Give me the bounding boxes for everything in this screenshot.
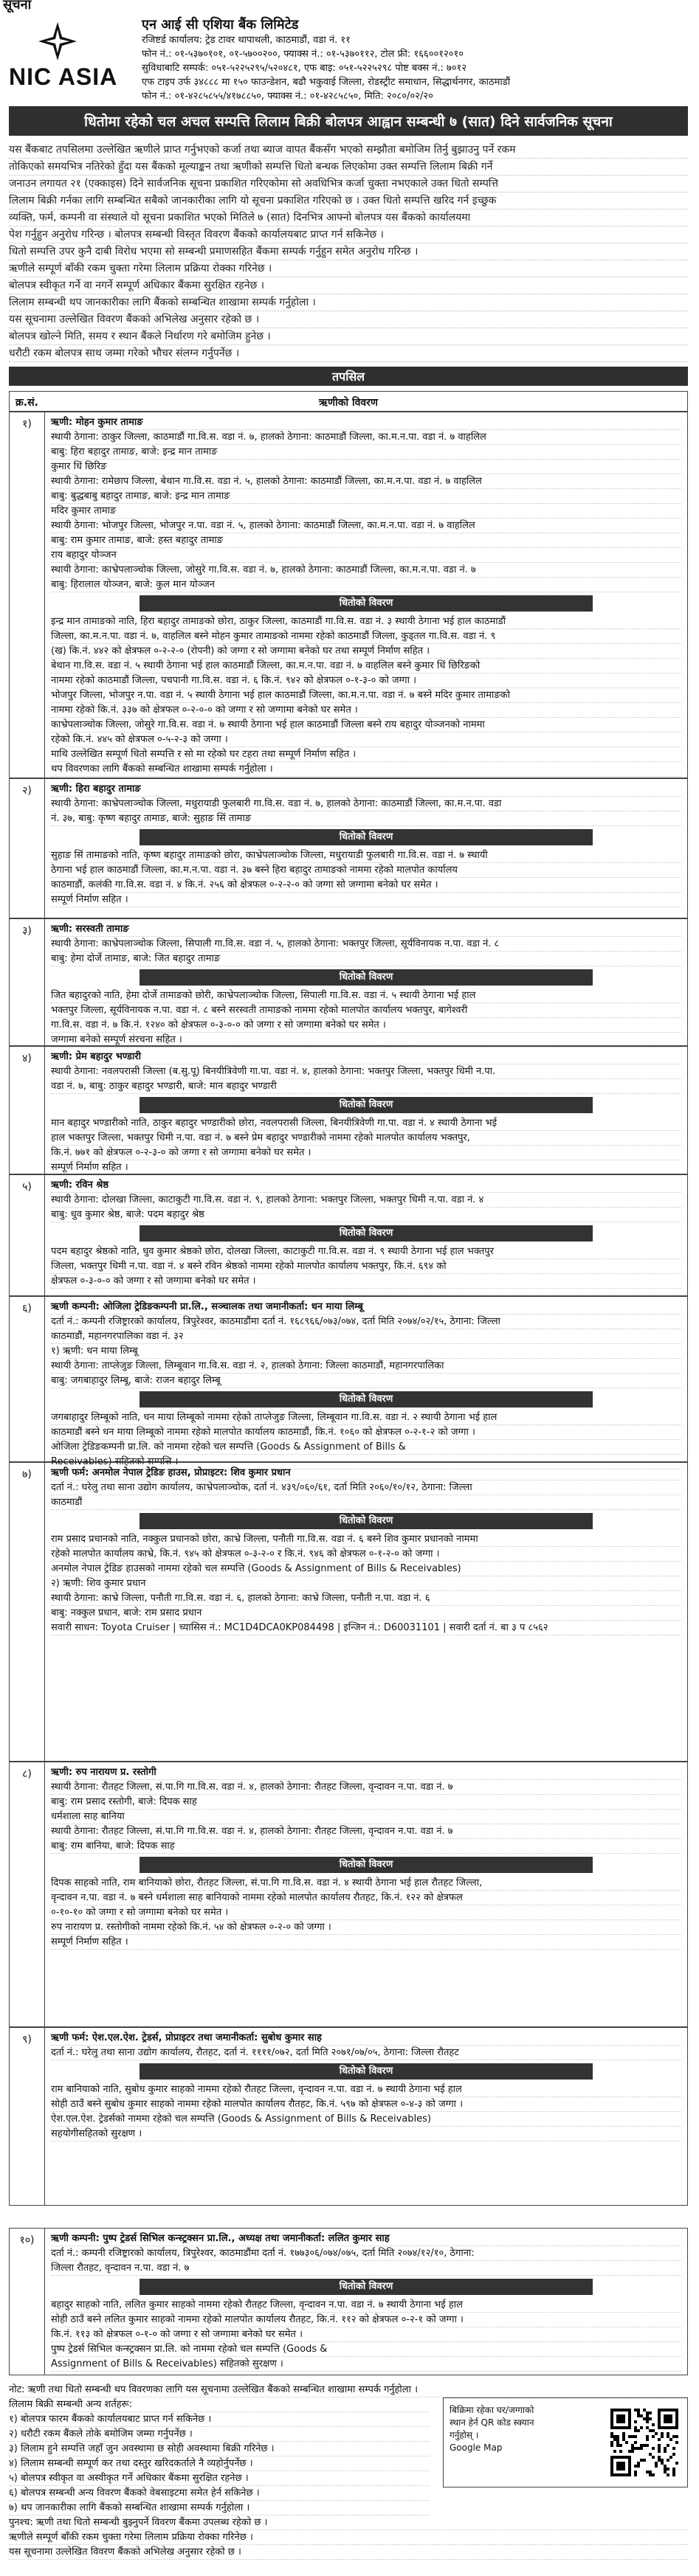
collateral-line: अनमोल नेपाल ट्रेडिङ हाउसको नाममा रहेको चल सम्पत्ति (Goods & Assignment of Bills & Receivables) <box>51 1562 681 1576</box>
collateral-line: जिल्ला, भक्तपुर धिमी न.पा. वडा नं. ४ बस्ने रविन श्रेष्ठको नाममा रहेको मालपोत कार्यालय भक्तपुर, कि.नं. ६९४ को <box>51 1259 681 1274</box>
qr-module <box>672 2471 675 2473</box>
intro-line: लिलाम बिक्री गर्नका लागि सम्बन्धित सबैको जानकारीका लागि यो सूचना प्रकाशित गरिएको छ । उक्त धितो सम्पत्ति खरिद गर्न इच्छुक <box>9 193 688 210</box>
collateral-line: २) ऋणी: शिव कुमार प्रधान <box>51 1576 681 1591</box>
qr-module <box>655 2462 658 2465</box>
row-body <box>51 1466 681 1758</box>
qr-module <box>643 2444 646 2447</box>
note-line: २) धरौटी रकम बैंकले तोके बमोजिम जम्मा गर्नुपर्नेछ । <box>9 2427 430 2442</box>
borrower-detail-line: नं. ३७, बाबु: कृष्ण बहादुर तामाङ, बाजे: सुहाङ सिं तामाङ <box>51 811 681 826</box>
collateral-line: जिल्ला, का.म.न.पा. वडा नं. ७, वाहलिल बस्ने मोहन कुमार तामाङको नाममा रहेको काठमाडौं जिल्ला, कुड्तल गा.वि.स. वडा नं. ९ <box>51 629 681 644</box>
collateral-line: बहादुर साहको नाति, ललित कुमार साहको नाममा रहेको रौतहट जिल्ला, वृन्दावन न.पा. वडा नं. ७ स्थायी ठेगाना भई हाल <box>51 2298 681 2313</box>
qr-module <box>616 2444 619 2447</box>
qr-module <box>669 2438 672 2441</box>
qr-module <box>625 2441 628 2444</box>
collateral-line: स्थायी ठेगाना: काभ्रे जिल्ला, पनौती गा.वि.स. वडा नं. ६, हालको ठेगाना: काभ्रे जिल्ला, पनौती न.पा. वडा नं. ६ <box>51 1591 681 1606</box>
qr-module <box>643 2409 646 2411</box>
borrower-detail-line: राय बहादुर योञ्जन <box>51 548 681 563</box>
qr-module <box>652 2456 655 2459</box>
qr-module <box>634 2471 637 2473</box>
collateral-line: सम्पूर्ण निर्माण सहित । <box>51 893 681 907</box>
borrower-detail-line: स्थायी ठेगाना: दोलखा जिल्ला, काटाकुटी गा.वि.स. वडा नं. ९, हालको ठेगाना: भक्तपुर जिल्ला, भक्तपुर धिमी न.पा. वडा नं. ४ <box>51 1193 681 1208</box>
collateral-line: वृन्दावन न.पा. वडा नं. ७ बस्ने धर्मशाला साह बानियाको नाममा रहेको मालपोत कार्यालय रौतहट, कि.नं. १२२ को क्षेत्रफल <box>51 1891 681 1905</box>
row-number: ८) <box>10 1762 45 2026</box>
borrower-detail-line: स्थायी ठेगाना: ठाकुर जिल्ला, काठमाडौं गा.वि.स. वडा नं. ७, हालको ठेगाना: काठमाडौं जिल्ला, का.म.न.पा. वडा नं. ७ वाहलिल <box>51 430 681 445</box>
collateral-line: गा.वि.स. वडा नं. ७ कि.नं. १२४० को क्षेत्रफल ०-३-०-० को जग्गा र सो जग्गामा बनेको घर समेत । <box>51 1018 681 1033</box>
qr-module <box>658 2447 661 2450</box>
note-line: ५) बोलपत्र स्वीकृत वा अस्वीकृत गर्ने अधिकार बैंकमा सुरक्षित रहनेछ । <box>9 2471 430 2486</box>
qr-module <box>622 2432 625 2435</box>
collateral-line: इन्द्र मान तामाङको नाति, हिरा बहादुर तामाङको छोरा, ठाकुर जिल्ला, काठमाडौं गा.वि.स. वडा नं. ३ स्थायी ठेगाना भई हाल काठमाडौं <box>51 614 681 629</box>
borrower-detail-line: स्थायी ठेगाना: ताप्लेजुङ जिल्ला, लिम्बूवान गा.वि.स. वडा नं. २, हालको ठेगाना: जिल्ला काठमाडौं, महानगरपालिका <box>51 1359 681 1374</box>
qr-module <box>672 2447 675 2450</box>
header-line: सुविधाबाटि सम्पर्क: ०५१-५२२५२९५/५२०४८१, एफ बाइ: ०५१-५२२५२९८ पोष्ट बक्स नं.: ७०१२ <box>142 63 467 74</box>
qr-module <box>646 2420 649 2423</box>
row-number: ५) <box>10 1175 45 1295</box>
qr-module <box>643 2417 646 2420</box>
qr-module <box>652 2447 655 2450</box>
borrower-detail-line: बाबु: हिरालाल योञ्जन, बाजे: कुल मान योञ्जन <box>51 578 681 592</box>
qr-module <box>646 2471 649 2473</box>
qr-module <box>655 2432 658 2435</box>
borrower-detail-line: बाबु: बुद्धबाबु बहादुर तामाङ, बाजे: इन्द्र मान तामाङ <box>51 489 681 504</box>
borrower-name: ऋणी: मोहन कुमार तामाङ <box>51 415 681 430</box>
qr-module <box>616 2438 619 2441</box>
qr-module <box>634 2429 637 2432</box>
qr-module <box>646 2417 649 2420</box>
collateral-heading: धितोको विवरण <box>140 1097 593 1113</box>
qr-module <box>649 2453 652 2456</box>
qr-module <box>631 2435 634 2438</box>
collateral-line: ऐश.एल.ऐश. ट्रेडर्सको नाममा रहेको चल सम्पत्ति (Goods & Assignment of Bills & Receivables) <box>51 2112 681 2127</box>
collateral-line: बाबु: नक्कुल प्रधान, बाजे: राम प्रसाद प्रधान <box>51 1606 681 1621</box>
collateral-line: सम्पूर्ण निर्माण सहित । <box>51 1160 681 1175</box>
row-number: ४) <box>10 1047 45 1174</box>
borrower-row <box>9 1762 688 2027</box>
qr-module <box>658 2450 661 2453</box>
borrower-row <box>9 412 688 778</box>
qr-module <box>664 2468 667 2471</box>
top-strip-text: सूचना <box>3 0 32 13</box>
logo-star-icon <box>37 21 78 62</box>
qr-module <box>658 2456 661 2459</box>
collateral-line: बेथान गा.वि.स. वडा नं. ५ स्थायी ठेगाना भई हाल काठमाडौं जिल्ला, का.म.न.पा. वडा नं. ७ वाहलिल बस्ने कुमार धिं छिरिङको <box>51 659 681 674</box>
borrower-row <box>9 1296 688 1467</box>
intro-line: तोकिएको समयभित्र नतिरेको हुँदा यस बैंकको मूल्याङ्कन तथा ऋणीको सम्पत्ति धितो बन्धक लिएकोमा उक्त सम्पत्ति लिलाम बिक्री गर्ने <box>9 159 688 176</box>
row-number: ७) <box>10 1463 45 1761</box>
row-number: १) <box>10 412 45 778</box>
note-line: ६) बोलपत्र सम्बन्धी अन्य विवरण बैंकको वेबसाइटमा समेत हेर्न सकिनेछ । <box>9 2486 430 2501</box>
borrower-detail-line: कुमार धिं छिरिङ <box>51 460 681 474</box>
row-number: ९) <box>10 2028 45 2205</box>
qr-module <box>652 2435 655 2438</box>
row-body <box>51 1050 681 1171</box>
collateral-line: काठमाडौं, कलंकी गा.वि.स. वडा नं. ४ कि.नं. २५६ को क्षेत्रफल ०-२-२-० को जग्गा सो जग्गामा बनेको घर समेत । <box>51 878 681 893</box>
qr-module <box>637 2462 640 2465</box>
qr-module <box>613 2450 616 2453</box>
note-line: १) बोलपत्र फारम बैंकको कार्यालयबाट प्राप्त गर्न सकिनेछ । <box>9 2412 430 2427</box>
qr-module <box>664 2465 667 2468</box>
table-header <box>9 391 688 412</box>
borrower-detail-line: काठमाडौं, महानगरपालिका वडा नं. ३२ <box>51 1329 681 1344</box>
intro-line: व्यक्ति, फर्म, कम्पनी वा संस्थाले यो सूचना प्रकाशित भएको मितिले ७ (सात) दिनभित्र आफ्नो बोलपत्र यस बैंकको कार्यालयमा <box>9 210 688 226</box>
qr-module <box>672 2435 675 2438</box>
collateral-line: जित बहादुरको नाति, हेमा दोर्जे तामाङको छोरी, काभ्रेपलाञ्चोक जिल्ला, सिपाली गा.वि.स. वडा नं. ५ स्थायी ठेगाना भई हाल <box>51 988 681 1003</box>
borrower-detail-line: मदिर कुमार तामाङ <box>51 504 681 519</box>
borrower-name: ऋणी: सरस्वती तामाङ <box>51 922 681 937</box>
borrower-detail-line: स्थायी ठेगाना: भोजपुर जिल्ला, भोजपुर न.पा. वडा नं. ५, हालको ठेगाना: काठमाडौं जिल्ला, का.म.न.पा. वडा नं. ७ वाहलिल <box>51 519 681 533</box>
borrower-row <box>9 1174 688 1296</box>
collateral-heading: धितोको विवरण <box>140 1225 593 1242</box>
qr-text: Google Map <box>450 2442 503 2453</box>
collateral-heading: धितोको विवरण <box>140 1391 593 1408</box>
collateral-heading: धितोको विवरण <box>140 1513 593 1529</box>
qr-module <box>631 2444 634 2447</box>
qr-module <box>637 2414 640 2417</box>
borrower-detail-line: बाबु: हेमा दोर्जे तामाङ, बाजे: जित बहादुर तामाङ <box>51 952 681 966</box>
qr-module <box>628 2450 631 2453</box>
qr-module <box>652 2429 655 2432</box>
note-line: नोट: ऋणी तथा धितो सम्बन्धी थप विवरणका लागि यस सूचनामा उल्लेखित बैंकको सम्बन्धित शाखामा सम्पर्क गर्नुहोला । <box>9 2383 688 2397</box>
qr-module <box>649 2411 652 2414</box>
borrower-detail-line: बाबु: जगबाहादुर लिम्बू, बाजे: राजन बहादुर लिम्बू <box>51 1374 681 1388</box>
qr-module <box>667 2432 669 2435</box>
borrower-detail-line: जिल्ला रौतहट, वृन्दावन न.पा. वडा नं. ७ <box>51 2261 681 2276</box>
qr-module <box>649 2429 652 2432</box>
collateral-line: हाल भक्तपुर जिल्ला, भक्तपुर धिमी न.पा. वडा नं. ७ बस्ने प्रेम बहादुर भण्डारीको नाममा रहेको मालपोत कार्यालय भक्तपुर, <box>51 1131 681 1146</box>
collateral-line: जग्गामा बनेको सम्पूर्ण संरचना सहित । <box>51 1033 681 1048</box>
collateral-heading: धितोको विवरण <box>140 595 593 612</box>
row-body <box>51 1300 681 1467</box>
qr-module <box>634 2447 637 2450</box>
qr-module <box>649 2417 652 2420</box>
collateral-line: भोजपुर जिल्ला, भोजपुर न.पा. वडा नं. ५ स्थायी ठेगाना भई हाल काठमाडौं जिल्ला, का.म.न.पा. वडा नं. ७ बस्ने मदिर कुमार तामाङको <box>51 688 681 703</box>
borrower-detail-line: बाबु: राम कुमार तामाङ, बाजे: हस्त बहादुर तामाङ <box>51 533 681 548</box>
note-line: पुनश्च: ऋणी तथा धितो सम्बन्धी बुझ्नुपर्ने विवरण बैंकमा उपलब्ध रहेको छ । <box>9 2516 688 2530</box>
qr-module <box>667 2468 669 2471</box>
row-body <box>51 922 681 1045</box>
qr-module <box>640 2447 643 2450</box>
qr-module <box>672 2468 675 2471</box>
qr-module <box>664 2414 672 2423</box>
row-body <box>51 782 681 915</box>
qr-module <box>652 2473 655 2476</box>
qr-module <box>622 2435 625 2438</box>
borrower-row <box>9 1046 688 1174</box>
collateral-line: सुहाङ सिं तामाङको नाति, कृष्ण बहादुर तामाङको छोरा, काभ्रेपलाञ्चोक जिल्ला, मधुरायाडी फुलबारी गा.वि.स. वडा नं. ७ स्थायी <box>51 848 681 863</box>
header-line: फोन नं.: ०१-४२८५८५५/४१७८८५०, फ्याक्स नं.: ०१-४२८५८५०, मिति: २०८०/०२/२० <box>142 91 433 102</box>
collateral-line: कि.नं. ११३ को क्षेत्रफल ०-१-० को जग्गा र सो जग्गामा बनेको घर समेत । <box>51 2327 681 2342</box>
borrower-row <box>9 2027 688 2206</box>
collateral-line: Receivables) सहितको सम्पत्ति । <box>51 1455 681 1469</box>
borrower-detail-line: बाबु: हिरा बहादुर तामाङ, बाजे: इन्द्र मान तामाङ <box>51 445 681 460</box>
qr-module <box>616 2414 625 2423</box>
collateral-line: नाममा रहेको काठमाडौं जिल्ला, पचपानी गा.वि.स. वडा नं. ६ कि.नं. ९४२ को क्षेत्रफल ०-१-३-० को जग्गा । <box>51 674 681 688</box>
collateral-line: सवारी साधन: Toyota Cruiser | च्यासिस नं.: MC1D4DCA0KP084498 | इन्जिन नं.: D60031101 | सवारी दर्ता नं. बा ३ प ८५६२ <box>51 1621 681 1635</box>
sn-header: क्र.सं. <box>16 397 38 409</box>
borrower-detail-line: बाबु: राम बानिया, बाजे: दिपक साह <box>51 1839 681 1854</box>
qr-module <box>646 2438 649 2441</box>
qr-module <box>613 2435 616 2438</box>
collateral-heading: धितोको विवरण <box>140 2279 593 2295</box>
qr-module <box>646 2444 649 2447</box>
note-line: ३) लिलाम हुने सम्पत्ति जहाँ जुन अवस्थामा छ सोही अवस्थामा बिक्री गरिनेछ । <box>9 2442 430 2456</box>
qr-module <box>631 2450 634 2453</box>
qr-module <box>616 2435 619 2438</box>
borrower-detail-line: स्थायी ठेगाना: रौतहट जिल्ला, सं.पा.गि गा.वि.स. वडा नं. ४, हालको ठेगाना: रौतहट जिल्ला, वृन्दावन न.पा. वडा नं. ७ <box>51 1780 681 1795</box>
row-body <box>51 2232 681 2372</box>
note-line: ऋणीले सम्पूर्ण बाँकी रकम चुक्ता गरेमा लिलाम प्रक्रिया रोक्का गरिनेछ । <box>9 2530 688 2545</box>
borrower-name: ऋणी फर्म: ऐश.एल.ऐश. ट्रेडर्स, प्रोप्राइटर तथा जमानीकर्ता: सुबोध कुमार साह <box>51 2031 681 2046</box>
intro-line: पेश गर्नुहुन अनुरोध गरिन्छ । बोलपत्र सम्बन्धी विस्तृत विवरण बैंकको कार्यालयबाट प्राप्त गर्न सकिनेछ । <box>9 226 688 243</box>
qr-module <box>667 2473 669 2476</box>
borrower-row <box>9 2228 688 2375</box>
borrower-name: ऋणी: रविन श्रेष्ठ <box>51 1178 681 1193</box>
borrower-name: ऋणी: रुप नारायण प्र. रस्तोगी <box>51 1765 681 1780</box>
collateral-line: पदम बहादुर श्रेष्ठको नाति, धुव कुमार श्रेष्ठको छोरा, दोलखा जिल्ला, काटाकुटी गा.वि.स. वडा नं. ९ स्थायी ठेगाना भई हाल भक्तपुर <box>51 1244 681 1259</box>
qr-module <box>675 2462 678 2465</box>
qr-module <box>622 2438 625 2441</box>
intro-line: बोलपत्र स्वीकृत गर्ने वा नगर्ने सम्पूर्ण अधिकार बैंकमा सुरक्षित रहनेछ । <box>9 277 688 294</box>
collateral-line: पुष्प ट्रेडर्स सिभिल कन्स्ट्रक्सन प्रा.लि. को नाममा रहेको चल सम्पत्ति (Goods & <box>51 2342 681 2357</box>
collateral-line: रहेको कि.नं. ४४५ को क्षेत्रफल ०-५-२-३ को जग्गा । <box>51 733 681 747</box>
qr-module <box>610 2432 613 2435</box>
qr-module <box>646 2411 649 2414</box>
borrower-detail-line: दर्ता नं.: घरेलु तथा साना उद्योग कार्यालय, रौतहट, दर्ता नं. ११११/०७२, दर्ता मिति २०७१/०७/०५, ठेगाना: जिल्ला रौतहट <box>51 2046 681 2060</box>
collateral-line: ठेगाना भई हाल काठमाडौं जिल्ला, का.म.न.पा. वडा नं. ३७ बस्ने हिरा बहादुर तामाङको नाममा रहेको मालपोत कार्यालय <box>51 863 681 878</box>
borrower-detail-line: स्थायी ठेगाना: काभ्रेपलाञ्चोक जिल्ला, सिपाली गा.वि.स. वडा नं. ५, हालको ठेगाना: भक्तपुर जिल्ला, सूर्यविनायक न.पा. वडा नं. ८ <box>51 937 681 952</box>
borrower-detail-line: बाबु: राम प्रसाद रस्तोगी, बाजे: दिपक साह <box>51 1795 681 1810</box>
qr-module <box>619 2450 622 2453</box>
collateral-line: कि.नं. ७७१ को क्षेत्रफल ०-२-३-० को जग्गा र सो जग्गामा बनेको घर समेत । <box>51 1146 681 1160</box>
note-line: ७) थप जानकारीका लागि बैंकको सम्बन्धित शाखामा सम्पर्क गर्नुहोला । <box>9 2501 430 2516</box>
qr-module <box>634 2420 637 2423</box>
collateral-line: थप विवरणका लागि बैंकको सम्बन्धित शाखामा सम्पर्क गर्नुहोला । <box>51 762 681 777</box>
collateral-heading: धितोको विवरण <box>140 2063 593 2080</box>
collateral-line: सम्पूर्ण निर्माण सहित । <box>51 1935 681 1950</box>
row-number: ६) <box>10 1297 45 1461</box>
borrower-row <box>9 1462 688 1762</box>
qr-module <box>640 2426 643 2429</box>
qr-module <box>634 2426 637 2429</box>
qr-module <box>646 2435 649 2438</box>
qr-module <box>628 2435 631 2438</box>
borrower-name: ऋणी फर्म: अनमोल नेपाल ट्रेडिङ हाउस, प्रोप्राइटर: शिव कुमार प्रधान <box>51 1466 681 1481</box>
collateral-line: राम प्रसाद प्रधानको नाति, नक्कुल प्रधानको छोरा, काभ्रे जिल्ला, पनौती गा.वि.स. वडा नं. ६ बस्ने शिव कुमार प्रधानको नाममा <box>51 1532 681 1547</box>
borrower-name: ऋणी कम्पनी: ओजिला ट्रेडिङकम्पनी प्रा.लि., सञ्चालक तथा जमानीकर्ता: धन माया लिम्बू <box>51 1300 681 1315</box>
qr-module <box>672 2473 675 2476</box>
qr-module <box>649 2471 652 2473</box>
notice-title: धितोमा रहेको चल अचल सम्पत्ति लिलाम बिक्री बोलपत्र आह्वान सम्बन्धी ७ (सात) दिने सार्वजनिक सूचना <box>9 106 688 136</box>
qr-module <box>631 2447 634 2450</box>
header-line: फोन नं.: ०१-५३७०१०१, ०१-५७००२००, फ्याक्स नं.: ०१-५३७०११२, टोल फ्री: १६६००१२०१० <box>142 49 464 60</box>
qr-module <box>675 2435 678 2438</box>
row-number: २) <box>10 779 45 918</box>
tapsil-heading: तपसिल <box>9 367 688 386</box>
intro-line: ऋणीले सम्पूर्ण बाँकी रकम चुक्ता गरेमा लिलाम प्रक्रिया रोक्का गरिनेछ । <box>9 260 688 277</box>
qr-module <box>658 2459 661 2462</box>
borrower-row <box>9 918 688 1046</box>
qr-module <box>634 2473 637 2476</box>
qr-module <box>637 2409 640 2411</box>
borrower-detail-line: काठमाडौं <box>51 1495 681 1510</box>
collateral-line: माथि उल्लेखित सम्पूर्ण धितो सम्पत्ति र सो मा रहेको घर टहरा तथा सम्पूर्ण निर्माण सहित । <box>51 747 681 762</box>
qr-module <box>610 2435 613 2438</box>
collateral-heading: धितोको विवरण <box>140 829 593 845</box>
collateral-line: नाममा रहेको कि.नं. ३३७ को क्षेत्रफल ०-२-०-० को जग्गा र सो जग्गामा बनेको घर समेत । <box>51 703 681 718</box>
qr-module <box>664 2471 667 2473</box>
intro-line: धितो सम्पत्ति उपर कुनै दाबी विरोध भएमा सो सम्बन्धी प्रमाणसहित बैंकमा सम्पर्क गर्नुहुन समेत अनुरोध गरिन्छ । <box>9 243 688 260</box>
qr-module <box>672 2453 675 2456</box>
borrower-detail-line: स्थायी ठेगाना: नवलपरासी जिल्ला (ब.सु.पू) बिनयीत्रिवेणी गा.पा. वडा नं. ४, हालको ठेगाना: भक्तपुर जिल्ला, भक्तपुर धिमी न.पा. <box>51 1064 681 1079</box>
qr-module <box>661 2462 664 2465</box>
qr-text: स्थान हेर्न QR कोड स्क्यान <box>450 2417 534 2428</box>
detail-header: ऋणीको विवरण <box>319 397 378 409</box>
collateral-line: सहयोगीसहितको सुरक्षण । <box>51 2127 681 2142</box>
collateral-line: रुप नारायण प्र. रस्तोगीको नाममा रहेको कि.नं. ५४ को क्षेत्रफल ०-२-० को जग्गा । <box>51 1920 681 1935</box>
intro-line: बोलपत्र खोल्ने मिति, समय र स्थान बैंकले निर्धारण गरे बमोजिम हुनेछ । <box>9 328 688 345</box>
collateral-heading: धितोको विवरण <box>140 969 593 986</box>
borrower-detail-line: दर्ता नं.: घरेलु तथा साना उद्योग कार्यालय, काभ्रेपलाञ्चोक, दर्ता नं. ४३९/०६०/६१, दर्ता मिति २०६०/१०/१२, ठेगाना: जिल्ला <box>51 1481 681 1495</box>
borrower-detail-line: दर्ता नं.: कम्पनी रजिष्ट्रारको कार्यालय, त्रिपुरेश्वर, काठमाडौंमा दर्ता नं. १७७३०६/०७४/०७५, दर्ता मिति २०७४/१२/१०, ठेगाना: <box>51 2246 681 2261</box>
intro-line: धरौटी रकम बोलपत्र साथ जम्मा गरेको भौचर संलग्न गर्नुपर्नेछ । <box>9 345 688 362</box>
qr-module <box>655 2465 658 2468</box>
qr-module <box>637 2447 640 2450</box>
qr-module <box>640 2414 643 2417</box>
borrower-detail-line: धर्मशाला साह बानिया <box>51 1810 681 1824</box>
qr-module <box>658 2438 661 2441</box>
qr-module <box>675 2441 678 2444</box>
qr-module <box>634 2435 637 2438</box>
collateral-line: ०-१०-१० को जग्गा र सो जग्गामा बनेको घर समेत । <box>51 1905 681 1920</box>
qr-module <box>667 2459 669 2462</box>
collateral-line: सोही ठाउँ बस्ने ललित कुमार साहको नाममा रहेको मालपोत कार्यालय रौतहट, कि.नं. ११२ को क्षेत्रफल ०-२-१ को जग्गा । <box>51 2313 681 2327</box>
note-line: यस सूचनामा उल्लेखित विवरण बैंकको अभिलेख अनुसार रहेको छ । <box>9 2545 688 2560</box>
borrower-name: ऋणी: प्रेम बहादुर भण्डारी <box>51 1050 681 1064</box>
qr-module <box>634 2441 637 2444</box>
top-strip <box>0 0 699 13</box>
collateral-line: दिपक साहको नाति, राम बानियाको छोरा, रौतहट जिल्ला, सं.पा.गि गा.वि.स. वडा नं. ४ स्थायी ठेगाना भई हाल रौतहट जिल्ला, <box>51 1876 681 1891</box>
borrower-detail-line: स्थायी ठेगाना: काभ्रेपलाञ्चोक जिल्ला, जोसुरे गा.वि.स. वडा नं. ७, हालको ठेगाना: काठमाडौं जिल्ला, का.म.न.पा. वडा नं. ७ <box>51 563 681 578</box>
qr-module <box>661 2459 664 2462</box>
row-body <box>51 1765 681 2023</box>
qr-module <box>640 2444 643 2447</box>
row-body <box>51 2031 681 2202</box>
intro-line: यस सूचनामा उल्लेखित विवरण बैंकको अभिलेख अनुसार रहेको छ । <box>9 311 688 328</box>
collateral-line: क्षेत्रफल ०-३-०-० को जग्गा र सो जग्गामा बनेको घर समेत । <box>51 1274 681 1289</box>
row-number: १०) <box>10 2229 45 2375</box>
borrower-detail-line: स्थायी ठेगाना: रौतहट जिल्ला, सं.पा.गि गा.वि.स. वडा नं. ४, हालको ठेगाना: रौतहट जिल्ला, वृन्दावन न.पा. वडा नं. ७ <box>51 1824 681 1839</box>
qr-box <box>443 2397 688 2487</box>
qr-module <box>610 2444 613 2447</box>
section-gap <box>0 2212 699 2228</box>
header-line: एफ टाइप उर्फ ३४८८८ मा १५० फाउन्डेशन, बढौ भकुवाई जिल्ला, रोडस्ट्रीट समाधान, सिद्धार्थनगर, काठमाडौं <box>142 77 511 88</box>
qr-module <box>649 2473 652 2476</box>
qr-module <box>637 2465 640 2468</box>
intro-line: लिलाम सम्बन्धी थप जानकारीका लागि बैंकको सम्बन्धित शाखामा सम्पर्क गर्नुहोला । <box>9 294 688 311</box>
qr-module <box>616 2462 625 2471</box>
qr-caption <box>450 2404 597 2454</box>
header-line: रजिष्टर्ड कार्यालय: ट्रेड टावर थापाथली, काठमाडौं, वडा नं. ११ <box>142 35 351 46</box>
qr-module <box>634 2465 637 2468</box>
qr-module <box>616 2441 619 2444</box>
bank-name: एन आई सी एशिया बैंक लिमिटेड <box>142 17 299 32</box>
row-number: ३) <box>10 919 45 1045</box>
intro-line: यस बैंकबाट तपसिलमा उल्लेखित ऋणीले प्राप्त गर्नुभएको कर्जा तथा ब्याज वापत बैंकसँग भएको सम्झौता बमोजिम तिर्नु बुझाउनु पर्ने रकम <box>9 142 688 159</box>
qr-module <box>643 2459 646 2462</box>
collateral-line: मान बहादुर भण्डारीको नाति, ठाकुर बहादुर भण्डारीको छोरा, नवलपरासी जिल्ला, बिनयीत्रिवेणी गा.पा. वडा नं. ४ स्थायी ठेगाना भई <box>51 1116 681 1131</box>
qr-module <box>661 2432 664 2435</box>
qr-module <box>669 2456 672 2459</box>
qr-module <box>610 2441 613 2444</box>
borrower-detail-line: स्थायी ठेगाना: रामेछाप जिल्ला, बेथान गा.वि.स. वडा नं. ५, हालको ठेगाना: काठमाडौं जिल्ला, का.म.न.पा. वडा नं. ७ वाहलिल <box>51 474 681 489</box>
collateral-line: रहेको मालपोत कार्यालय काभ्रे, कि.नं. ९४५ को क्षेत्रफल ०-३-२-० र कि.नं. ९४६ को क्षेत्रफल ०-१-२-० को जग्गा । <box>51 1547 681 1562</box>
borrower-detail-line: दर्ता नं.: कम्पनी रजिष्ट्रारको कार्यालय, त्रिपुरेश्वर, काठमाडौंमा दर्ता नं. १६८९६६/०७३/०७४, दर्ता मिति २०७४/०२/१५, ठेगाना: जिल्ला <box>51 1315 681 1329</box>
bank-logo <box>9 21 120 94</box>
header <box>9 17 688 102</box>
qr-module <box>661 2435 664 2438</box>
intro-text <box>9 142 688 363</box>
qr-module <box>652 2423 655 2426</box>
collateral-line: (ख) कि.नं. ४४२ को क्षेत्रफल ०-२-२-० (रोपनी) को जग्गा र सो जग्गामा बनेको घर तथा सम्पूर्ण निर्माण सहित । <box>51 644 681 659</box>
qr-module <box>646 2426 649 2429</box>
borrower-name: ऋणी कम्पनी: पुष्प ट्रेडर्स सिभिल कन्स्ट्रक्सन प्रा.लि., अध्यक्ष तथा जमानीकर्ता: ललित कुमार साह <box>51 2232 681 2246</box>
collateral-line: सोही ठाउँ बस्ने सुबोध कुमार साहको नाममा रहेको मालपोत कार्यालय रौतहट, कि.नं. ५९७ को क्षेत्रफल ०-४-३ को जग्गा । <box>51 2097 681 2112</box>
collateral-line: जगबाहादुर लिम्बूको नाति, धन माया लिम्बूको नाममा रहेको ताप्लेजुङ जिल्ला, लिम्बूवान गा.वि.स. वडा नं. २ स्थायी ठेगाना भई हाल <box>51 1410 681 1425</box>
collateral-line: Assignment of Bills & Receivables) सहितको सुरक्षण । <box>51 2357 681 2372</box>
collateral-heading: धितोको विवरण <box>140 1857 593 1873</box>
borrower-detail-line: स्थायी ठेगाना: काभ्रेपलाञ्चोक जिल्ला, मधुरायाडी फुलबारी गा.वि.स. वडा नं. ७, हालको ठेगाना: काठमाडौं जिल्ला, का.म.न.पा. वडा <box>51 797 681 811</box>
borrower-detail-line: बाबु: धुव कुमार श्रेष्ठ, बाजे: पदम बहादुर श्रेष्ठ <box>51 1208 681 1222</box>
qr-module <box>640 2459 643 2462</box>
qr-module <box>637 2429 640 2432</box>
borrower-detail-line: १) ऋणी: धन माया लिम्बू <box>51 1344 681 1359</box>
logo-text: NIC ASIA <box>9 63 118 90</box>
qr-module <box>667 2444 669 2447</box>
borrower-row <box>9 778 688 918</box>
qr-module <box>667 2435 669 2438</box>
intro-line: जनाउन लगायत २१ (एक्काइस) दिने सार्वजनिक सूचना प्रकाशित गरिएकोमा सो अवधिभित्र कर्जा चुक्ता नभएकाले उक्त धितो सम्पत्ति <box>9 176 688 193</box>
qr-module <box>634 2409 637 2411</box>
collateral-line: ओजिला ट्रेडिङकम्पनी प्रा.लि. को नाममा रहेको चल सम्पत्ति (Goods & Assignment of Bills & <box>51 1440 681 1455</box>
qr-module <box>664 2447 667 2450</box>
borrower-name: ऋणी: हिरा बहादुर तामाङ <box>51 782 681 797</box>
borrower-detail-line: वडा नं. ७, बाबु: ठाकुर बहादुर भण्डारी, बाजे: मान बहादुर भण्डारी <box>51 1079 681 1094</box>
collateral-line: भक्तपुर जिल्ला, सूर्यविनायक न.पा. वडा नं. ८ बस्ने सरस्वती तामाङको नाममा रहेको मालपोत कार्यालय भक्तपुर, बागेश्वरी <box>51 1003 681 1018</box>
qr-text: गर्नुहोस् । <box>450 2430 479 2440</box>
qr-text: बिक्रिमा रहेका घर/जग्गाको <box>450 2405 534 2415</box>
qr-module <box>658 2444 661 2447</box>
collateral-line: काभ्रेपलाञ्चोक जिल्ला, जोसुरे गा.वि.स. वडा नं. ७ स्थायी ठेगाना भई हाल काठमाडौं जिल्ला बस्ने राय बहादुर योञ्जनको नाममा <box>51 718 681 733</box>
qr-code-icon[interactable] <box>610 2409 678 2476</box>
qr-module <box>646 2414 649 2417</box>
collateral-line: काठमाडौं बस्ने धन माया लिम्बूको नाममा रहेको मालपोत कार्यालय काठमाडौं, कि.नं. १०६० को क्षेत्रफल ०-२-१-२ को जग्गा । <box>51 1425 681 1440</box>
qr-module <box>637 2411 640 2414</box>
qr-module <box>619 2444 622 2447</box>
header-text <box>142 18 688 103</box>
row-body <box>51 415 681 775</box>
qr-module <box>664 2450 667 2453</box>
row-body <box>51 1178 681 1292</box>
qr-module <box>613 2438 616 2441</box>
collateral-line: राम बानियाको नाति, सुबोध कुमार साहको नाममा रहेको रौतहट जिल्ला, वृन्दावन न.पा. वडा नं. ७ स्थायी ठेगाना भई हाल <box>51 2082 681 2097</box>
note-line: लिलाम बिक्री सम्बन्धी अन्य शर्तहरू: <box>9 2397 430 2412</box>
note-line: ४) लिलाम सम्बन्धी सम्पूर्ण कर तथा दस्तुर खरिदकर्ताले नै व्यहोर्नुपर्नेछ । <box>9 2456 430 2471</box>
